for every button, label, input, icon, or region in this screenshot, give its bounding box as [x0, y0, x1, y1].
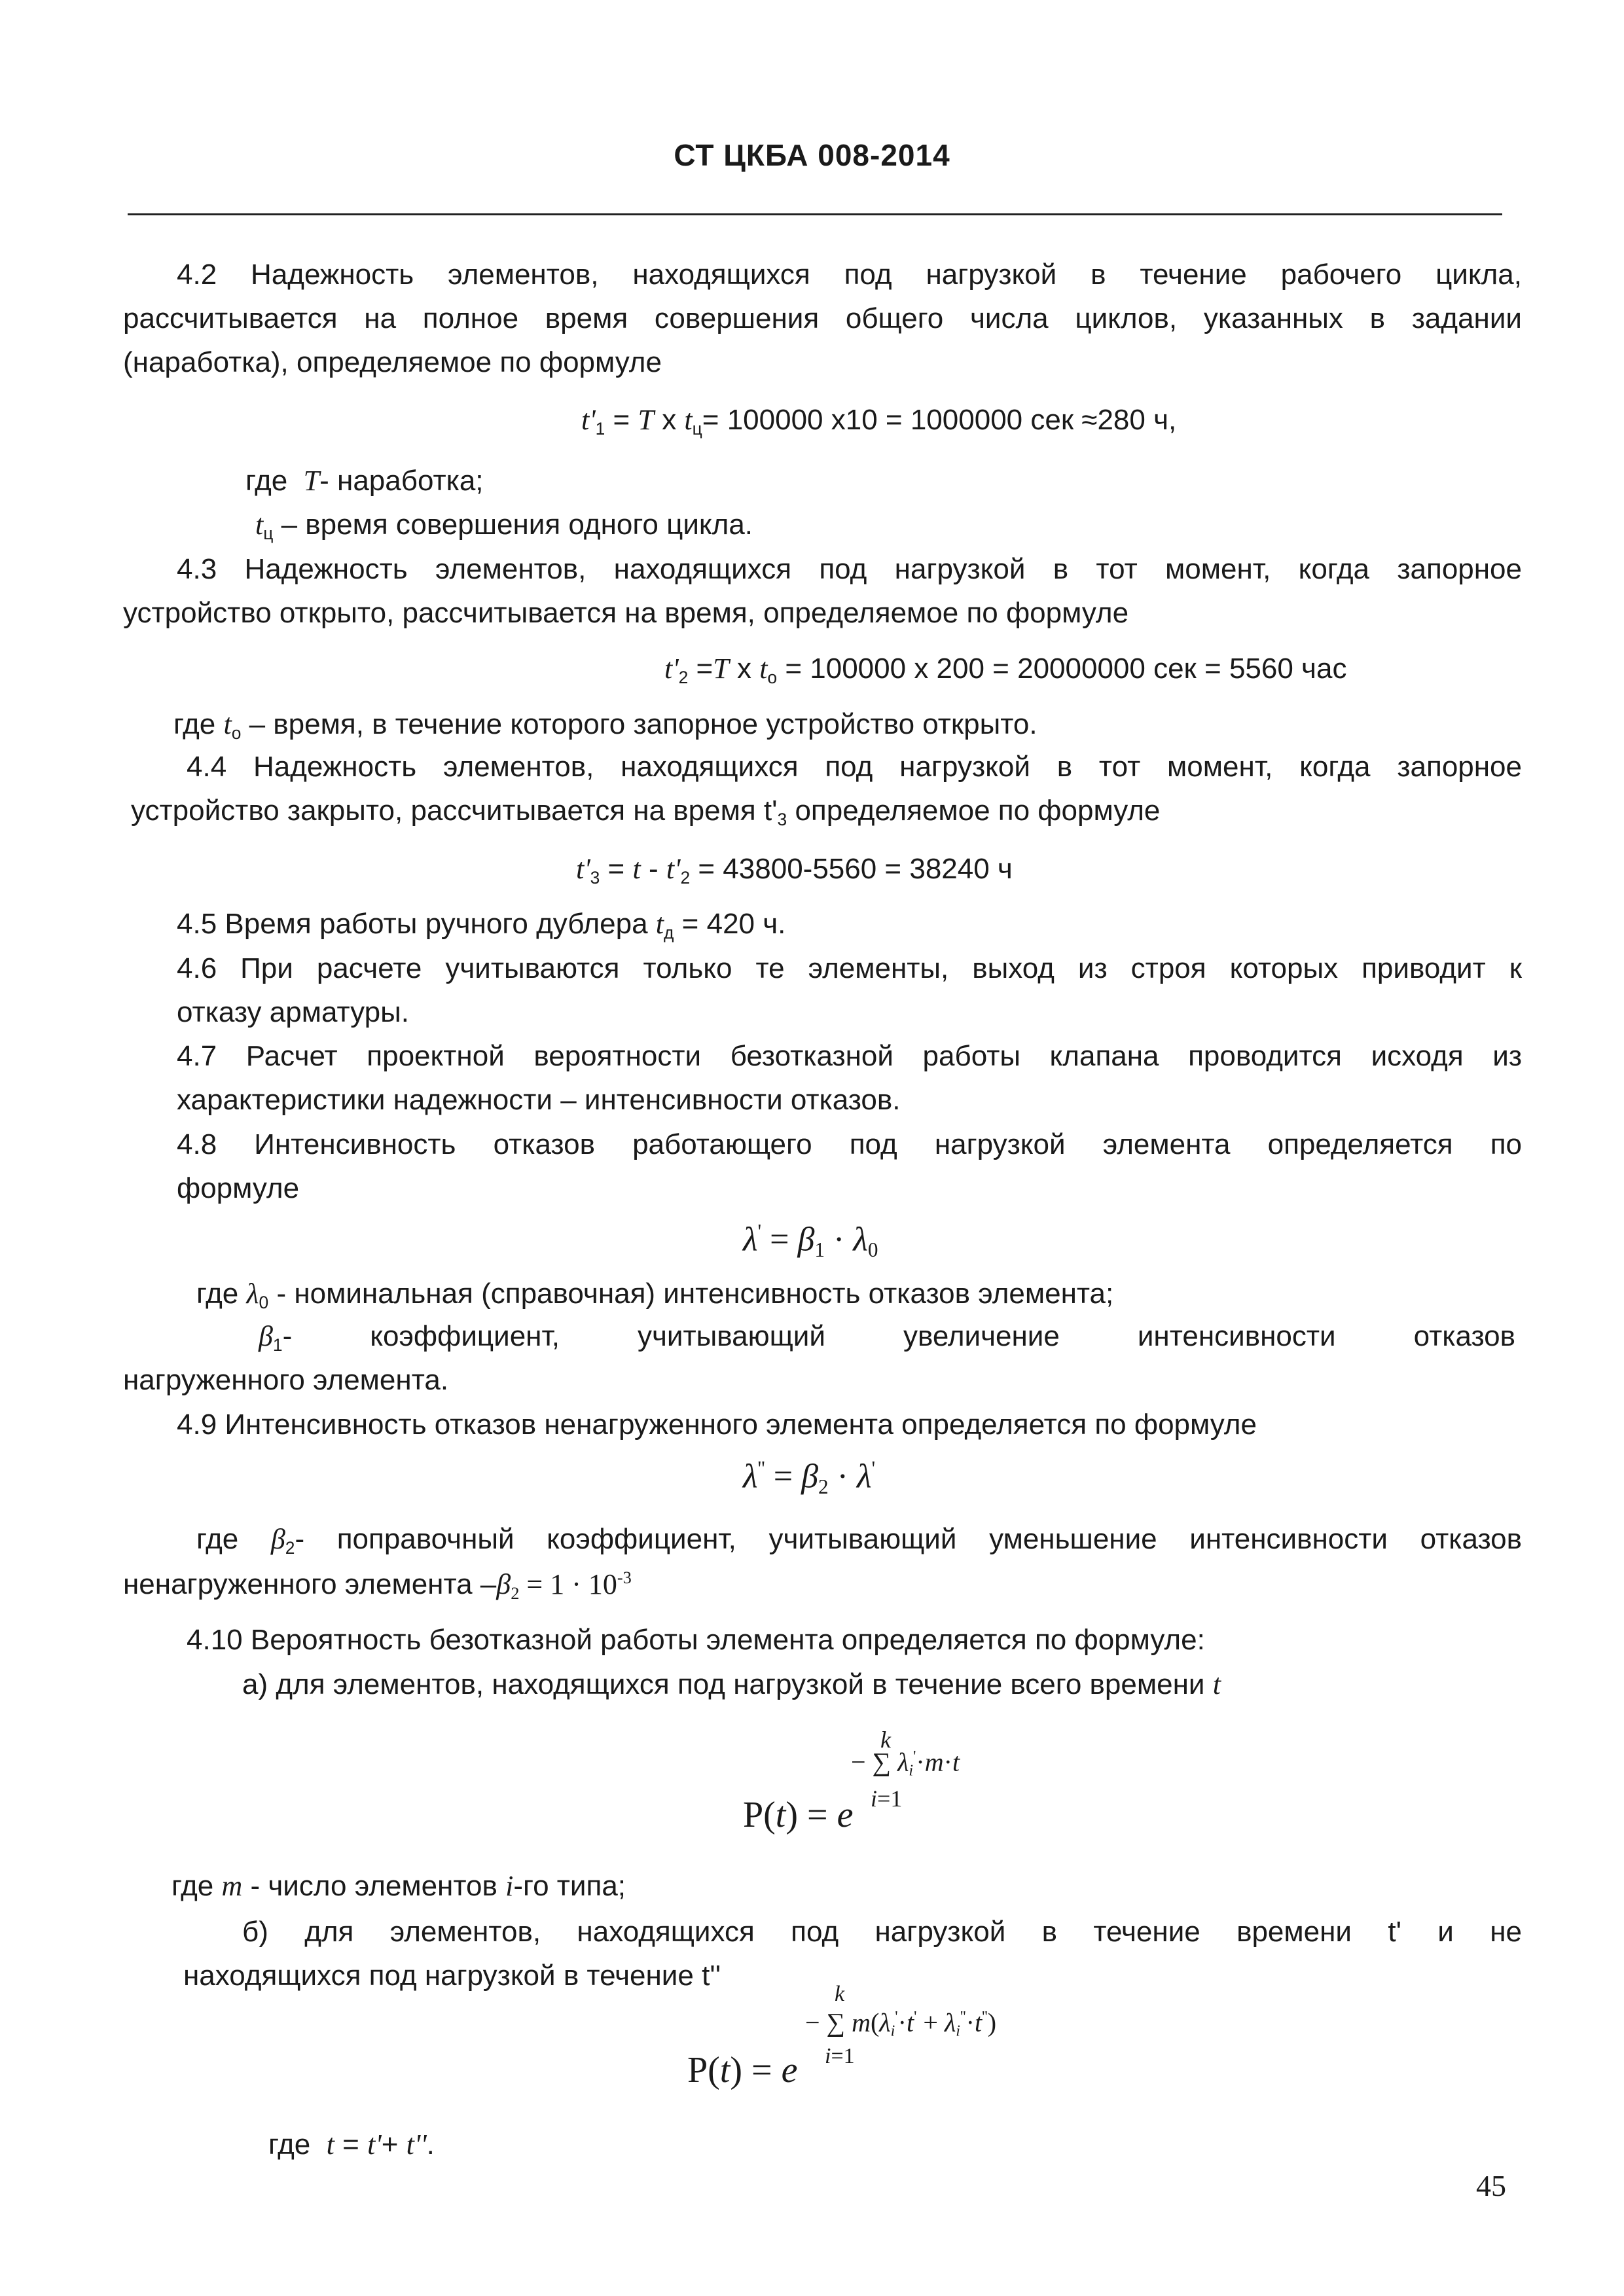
s410-where-m: где m - число элементов i-го типа; [171, 1870, 626, 1902]
s410-where-last: где t = t'+ t''. [268, 2128, 435, 2161]
s42-where-tc: $t_ц$ – время совершения одного цикла. [255, 509, 753, 543]
s46-line2: отказу арматуры. [177, 996, 409, 1028]
s44-formula: $t'_3 = t - t'_2 = 43800-5560 = 38240$ ч [576, 853, 1013, 888]
s44-line2: устройство закрыто, рассчитывается на время $t'_3$ определяемое по формуле [131, 795, 1161, 829]
formula-lambda-double-prime: $\lambda'' = \beta_2 \cdot \lambda'$ [743, 1457, 876, 1499]
s410-b1: б) для элементов, находящихся под нагрузкой в течение времени t' и не [242, 1916, 1522, 1948]
s410-b2: находящихся под нагрузкой в течение t'' [183, 1960, 721, 1992]
s43-line2: устройство открыто, рассчитывается на время, определяемое по формуле [123, 597, 1129, 629]
s44-line1: 4.4 Надежность элементов, находящихся под нагрузкой в тот момент, когда запорное [187, 751, 1522, 783]
s42-line1: 4.2 Надежность элементов, находящихся под нагрузкой в течение рабочего цикла, [177, 259, 1522, 291]
s47-line1: 4.7 Расчет проектной вероятности безотказной работы клапана проводится исходя из [177, 1040, 1522, 1072]
s46-line1: 4.6 При расчете учитываются только те элементы, выход из строя которых приводит к [177, 952, 1522, 984]
s410-line1: 4.10 Вероятность безотказной работы элемента определяется по формуле: [187, 1624, 1205, 1656]
s42-where-T: где T- наработка; [245, 465, 484, 497]
s43-formula: $t'_2 =T$ х $t_о = 100000$ х 200 = 20000000 сек = 5560 час [664, 653, 1347, 687]
formula-lambda-prime: $\lambda' = \beta_1 \cdot \lambda_0$ [743, 1220, 878, 1262]
header-rule [128, 213, 1502, 215]
s48-where3: нагруженного элемента. [123, 1364, 449, 1396]
s47-line2: характеристики надежности – интенсивности отказов. [177, 1084, 901, 1116]
s49-line1: 4.9 Интенсивность отказов ненагруженного элемента определяется по формуле [177, 1408, 1257, 1441]
s410-a: а) для элементов, находящихся под нагрузкой в течение всего времени t [242, 1668, 1221, 1700]
s48-where2: $\beta_1-$ коэффициент, учитывающий увеличение интенсивности отказов [259, 1320, 1515, 1355]
s43-line1: 4.3 Надежность элементов, находящихся под нагрузкой в тот момент, когда запорное [177, 553, 1522, 585]
page-number: 45 [1476, 2169, 1506, 2202]
s42-line2: рассчитывается на полное время совершения общего числа циклов, указанных в задании [123, 302, 1522, 334]
s49-where2: ненагруженного элемента $-\beta_2 = 1 \cdot 10^{-3}$ [123, 1568, 632, 1603]
s48-where1: где $\lambda_0$ - номинальная (справочная) интенсивность отказов элемента; [196, 1278, 1114, 1312]
s43-where: где $t_о$ – время, в течение которого запорное устройство открыто. [173, 708, 1038, 743]
s42-formula: $t'_1 = T$ х $t_ц= 100000$ х10 = 1000000 сек ≈280 ч, [581, 404, 1177, 439]
document-page: СТ ЦКБА 008-2014 4.2 Надежность элементов, находящихся под нагрузкой в течение рабочего цикла, рассчитывается на полное время совершения общего числа циклов, указанных в задании (наработка), определяемое по формуле $t'_1 = T$ х $t_ц= 100000$ х10 = 1000000 сек ≈280 ч, где T- наработка; $t_ц$ – время совершения одного цикла. 4.3 Надежность элементов, находящихся под нагрузкой в тот момент, когда запорное устройство открыто, рассчитывается на время, определяемое по формуле $t'_2 =T$ х $t_о = 100000$ х 200 = 20000000 сек = 5560 час где $t_о$ – время, в течение которого запорное устройство открыто. 4.4 Надежность элементов, находящихся под нагрузкой в тот момент, когда запорное устройство закрыто, рассчитывается на время $t'_3$ определяемое по формуле $t'_3 = t - t'_2 = 43800-5560 = 38240$ ч 4.5 Время работы ручного дублера $t_д = 420$ ч. 4.6 При расчете учитываются только те элементы, выход из строя которых приводит к отказу арматуры. 4.7 Расчет проектной вероятности безотказной работы клапана проводится исходя из характеристики надежности – интенсивности отказов. 4.8 Интенсивность отказов работающего под нагрузкой элемента определяется по формуле $\lambda' = \beta_1 \cdot \lambda_0$ где $\lambda_0$ - номинальная (справочная) интенсивность отказов элемента; $\beta_1-$ коэффициент, учитывающий увеличение интенсивности отказов нагруженного элемента. 4.9 Интенсивность отказов ненагруженного элемента определяется по формуле $\lambda'' = \beta_2 \cdot \lambda'$ где $\beta_2-$ поправочный коэффициент, учитывающий уменьшение интенсивности отказов ненагруженного элемента $-\beta_2 = 1 \cdot 10^{-3}$ 4.10 Вероятность безотказной работы элемента определяется по формуле: а) для элементов, находящихся под нагрузкой в течение всего времени t P(t) = e k − ∑ $\lambda_i'\cdot m\cdot t$ i=1 где m - число элементов i-го типа; б) для элементов, находящихся под нагрузкой в течение времени t' и не находящихся под нагрузкой в течение t'' P(t) = e k − ∑ $m(\lambda_i'\cdot t' + \lambda_i''\cdot t'')$ i=1 где t = t'+ t''. 45 [0, 0, 1624, 2296]
s45-line: 4.5 Время работы ручного дублера $t_д = 420$ ч. [177, 908, 786, 942]
s48-line2: формуле [177, 1172, 300, 1204]
document-header: СТ ЦКБА 008-2014 [674, 138, 950, 172]
s48-line1: 4.8 Интенсивность отказов работающего под нагрузкой элемента определяется по [177, 1128, 1522, 1160]
s42-line3: (наработка), определяемое по формуле [123, 346, 662, 378]
s49-where1: где $\beta_2-$ поправочный коэффициент, учитывающий уменьшение интенсивности отказов [196, 1523, 1522, 1558]
